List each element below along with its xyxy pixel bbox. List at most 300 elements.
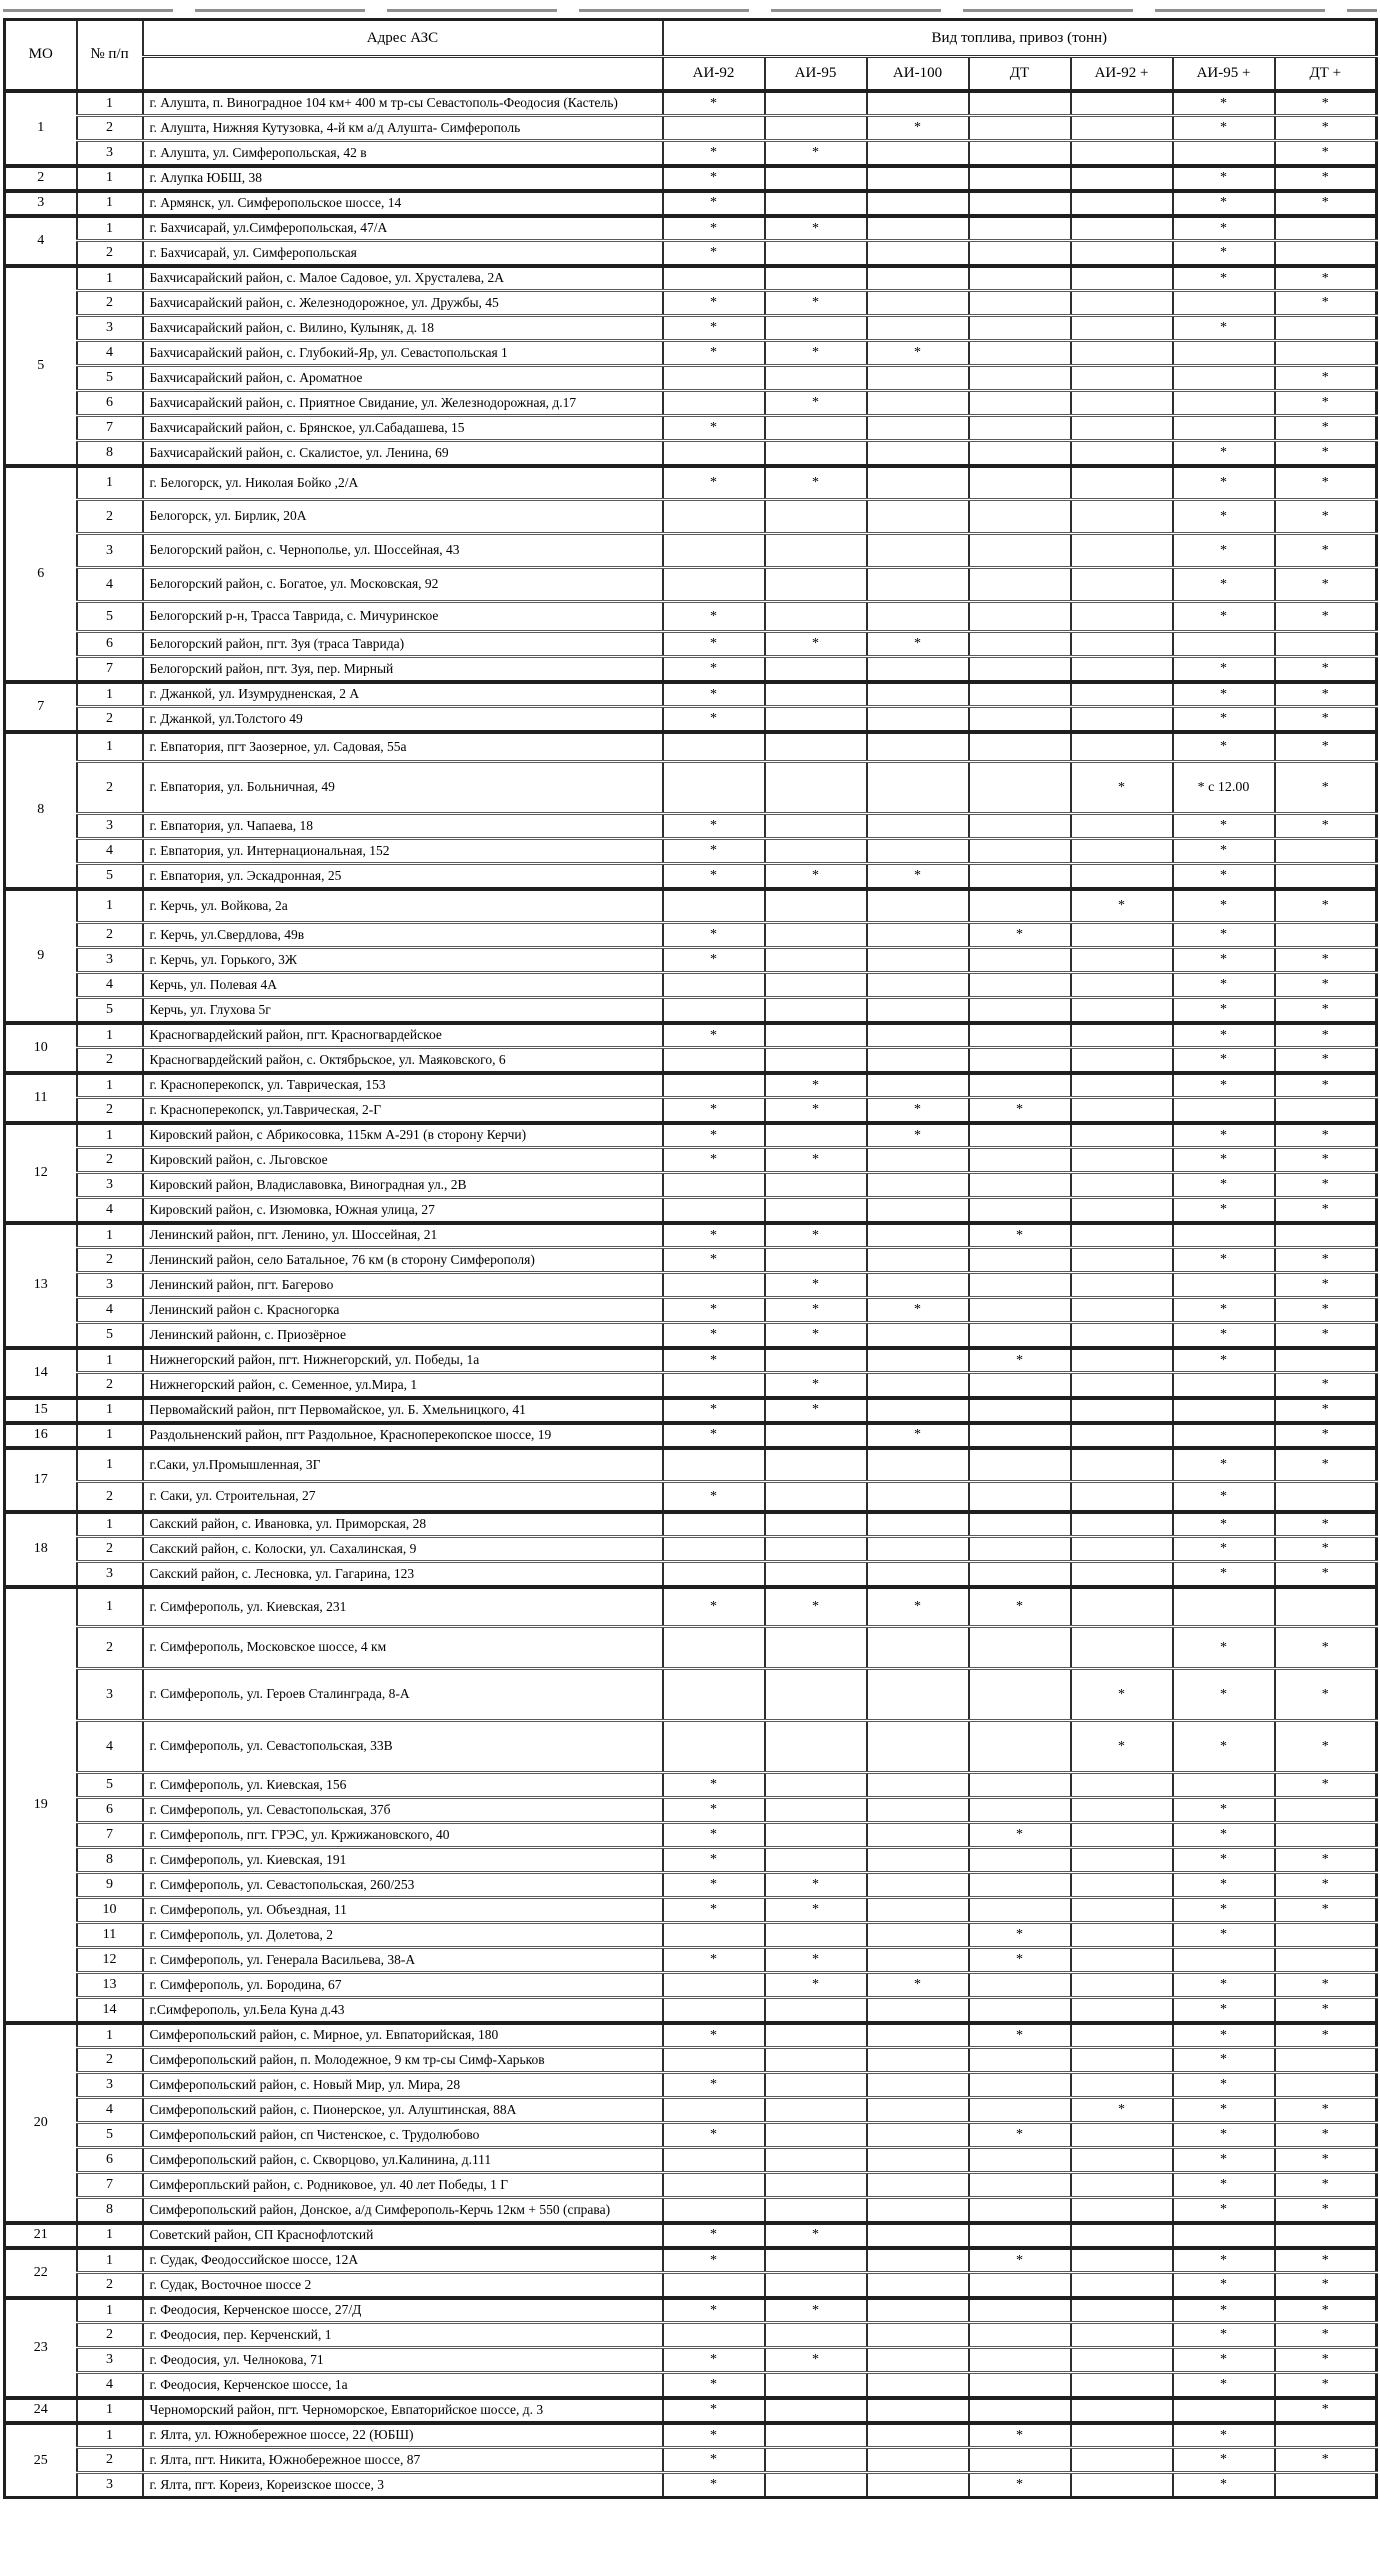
fuel-empty-cell <box>765 2248 867 2273</box>
fuel-empty-cell <box>867 2048 969 2073</box>
fuel-empty-cell <box>765 366 867 391</box>
fuel-empty-cell <box>1071 116 1173 141</box>
fuel-empty-cell <box>969 291 1071 316</box>
fuel-empty-cell <box>765 1627 867 1669</box>
fuel-empty-cell <box>969 241 1071 266</box>
fuel-empty-cell <box>765 1512 867 1537</box>
fuel-empty-cell <box>867 2023 969 2048</box>
address-cell: г. Красноперекопск, ул.Таврическая, 2-Г <box>143 1098 663 1123</box>
address-cell: г. Феодосия, ул. Челнокова, 71 <box>143 2348 663 2373</box>
fuel-empty-cell <box>1071 241 1173 266</box>
fuel-empty-cell <box>969 1798 1071 1823</box>
fuel-empty-cell <box>969 2373 1071 2398</box>
fuel-marker-cell: * <box>765 1587 867 1627</box>
fuel-empty-cell <box>867 973 969 998</box>
fuel-empty-cell <box>1173 1948 1275 1973</box>
station-row <box>5 1669 1377 1721</box>
fuel-empty-cell <box>1071 568 1173 602</box>
address-cell: г. Судак, Феодоссийское шоссе, 12А <box>143 2248 663 2273</box>
fuel-empty-cell <box>1071 2423 1173 2448</box>
fuel-empty-cell <box>969 91 1071 116</box>
fuel-marker-cell: * <box>1275 2123 1377 2148</box>
fuel-marker-cell: * <box>1173 216 1275 241</box>
fuel-marker-cell: * <box>1275 1721 1377 1773</box>
fuel-marker-cell: * <box>1275 2273 1377 2298</box>
fuel-empty-cell <box>969 2173 1071 2198</box>
fuel-empty-cell <box>969 814 1071 839</box>
fuel-marker-cell: * <box>1275 1273 1377 1298</box>
station-row <box>5 814 1377 839</box>
fuel-marker-cell: * <box>867 632 969 657</box>
fuel-empty-cell <box>765 416 867 441</box>
station-row <box>5 762 1377 814</box>
fuel-marker-cell: * <box>1173 1248 1275 1273</box>
fuel-empty-cell <box>663 391 765 416</box>
fuel-marker-cell: * <box>1275 1148 1377 1173</box>
fuel-empty-cell <box>969 2148 1071 2173</box>
header-fuel-col: АИ-92 <box>663 57 765 91</box>
fuel-empty-cell <box>1071 1198 1173 1223</box>
address-cell: г. Судак, Восточное шоссе 2 <box>143 2273 663 2298</box>
mo-cell: 25 <box>5 2423 77 2498</box>
fuel-empty-cell <box>1071 1223 1173 1248</box>
fuel-marker-cell: * <box>867 341 969 366</box>
fuel-empty-cell <box>1173 632 1275 657</box>
fuel-empty-cell <box>1275 1798 1377 1823</box>
station-row <box>5 534 1377 568</box>
mo-cell: 21 <box>5 2223 77 2248</box>
fuel-empty-cell <box>969 1898 1071 1923</box>
fuel-empty-cell <box>867 1562 969 1587</box>
row-number-cell: 5 <box>77 2123 143 2148</box>
fuel-empty-cell <box>1275 864 1377 889</box>
address-cell: Бахчисарайский район, с. Ароматное <box>143 366 663 391</box>
fuel-empty-cell <box>969 191 1071 216</box>
station-row <box>5 1448 1377 1482</box>
fuel-empty-cell <box>1071 1873 1173 1898</box>
address-cell: г. Симферополь, ул. Героев Сталинграда, 8-А <box>143 1669 663 1721</box>
fuel-empty-cell <box>867 1669 969 1721</box>
fuel-empty-cell <box>1275 2223 1377 2248</box>
station-row <box>5 568 1377 602</box>
row-number-cell: 3 <box>77 141 143 166</box>
fuel-marker-cell: * <box>1173 441 1275 466</box>
fuel-empty-cell <box>663 500 765 534</box>
fuel-empty-cell <box>1275 632 1377 657</box>
mo-cell: 20 <box>5 2023 77 2223</box>
fuel-marker-cell: * <box>1275 2173 1377 2198</box>
fuel-marker-cell: * <box>663 466 765 500</box>
fuel-empty-cell <box>1275 2073 1377 2098</box>
fuel-empty-cell <box>765 1669 867 1721</box>
fuel-empty-cell <box>765 839 867 864</box>
fuel-marker-cell: * <box>1173 1627 1275 1669</box>
fuel-marker-cell: * <box>663 1848 765 1873</box>
station-row <box>5 948 1377 973</box>
station-row <box>5 1373 1377 1398</box>
fuel-marker-cell: * <box>1173 466 1275 500</box>
address-cell: Бахчисарайский район, с. Скалистое, ул. Ленина, 69 <box>143 441 663 466</box>
fuel-empty-cell <box>867 291 969 316</box>
fuel-empty-cell <box>1173 416 1275 441</box>
fuel-empty-cell <box>1071 1512 1173 1537</box>
fuel-marker-cell: * <box>765 1948 867 1973</box>
fuel-marker-cell: * <box>663 141 765 166</box>
station-row <box>5 166 1377 191</box>
fuel-empty-cell <box>969 534 1071 568</box>
fuel-marker-cell: * <box>663 2073 765 2098</box>
fuel-empty-cell <box>1071 191 1173 216</box>
row-number-cell: 11 <box>77 1923 143 1948</box>
fuel-marker-cell: * <box>1275 1048 1377 1073</box>
row-number-cell: 2 <box>77 2448 143 2473</box>
address-cell: Кировский район, Владиславовка, Виноградная ул., 2В <box>143 1173 663 1198</box>
fuel-empty-cell <box>663 1273 765 1298</box>
fuel-marker-cell: * <box>1173 500 1275 534</box>
row-number-cell: 2 <box>77 291 143 316</box>
fuel-marker-cell: * <box>1173 1073 1275 1098</box>
fuel-marker-cell: * <box>1173 889 1275 923</box>
station-row <box>5 1482 1377 1512</box>
fuel-empty-cell <box>867 2073 969 2098</box>
row-number-cell: 3 <box>77 1669 143 1721</box>
address-cell: г. Евпатория, ул. Больничная, 49 <box>143 762 663 814</box>
address-cell: Красногвардейский район, пгт. Красногвардейское <box>143 1023 663 1048</box>
fuel-marker-cell: * <box>1173 1721 1275 1773</box>
address-cell: Нижнегорский район, пгт. Нижнегорский, ул. Победы, 1а <box>143 1348 663 1373</box>
row-number-cell: 2 <box>77 1627 143 1669</box>
fuel-marker-cell: * <box>1173 1323 1275 1348</box>
row-number-cell: 1 <box>77 1423 143 1448</box>
fuel-empty-cell <box>1071 1173 1173 1198</box>
station-row <box>5 2148 1377 2173</box>
fuel-empty-cell <box>765 762 867 814</box>
fuel-empty-cell <box>1275 1948 1377 1973</box>
address-cell: г. Евпатория, ул. Эскадронная, 25 <box>143 864 663 889</box>
fuel-marker-cell: * <box>663 2123 765 2148</box>
row-number-cell: 4 <box>77 1721 143 1773</box>
fuel-marker-cell: * <box>1275 141 1377 166</box>
fuel-empty-cell <box>1275 1823 1377 1848</box>
fuel-marker-cell: * <box>663 707 765 732</box>
fuel-empty-cell <box>867 1323 969 1348</box>
fuel-empty-cell <box>765 1537 867 1562</box>
fuel-marker-cell: * <box>663 1398 765 1423</box>
address-cell: Ленинский район, пгт. Багерово <box>143 1273 663 1298</box>
fuel-empty-cell <box>1071 1298 1173 1323</box>
fuel-empty-cell <box>867 1048 969 1073</box>
fuel-marker-cell: * <box>663 2348 765 2373</box>
fuel-empty-cell <box>867 2248 969 2273</box>
row-number-cell: 2 <box>77 2323 143 2348</box>
fuel-empty-cell <box>867 1073 969 1098</box>
station-row <box>5 923 1377 948</box>
station-row <box>5 2173 1377 2198</box>
station-row <box>5 1173 1377 1198</box>
row-number-cell: 1 <box>77 732 143 762</box>
fuel-marker-cell: * <box>1173 2473 1275 2498</box>
fuel-marker-cell: * <box>1275 1898 1377 1923</box>
station-row <box>5 2248 1377 2273</box>
address-cell: Ленинский район, пгт. Ленино, ул. Шоссейная, 21 <box>143 1223 663 1248</box>
fuel-empty-cell <box>867 2148 969 2173</box>
address-cell: г. Керчь, ул. Горького, 3Ж <box>143 948 663 973</box>
fuel-empty-cell <box>765 707 867 732</box>
fuel-empty-cell <box>1071 2123 1173 2148</box>
fuel-marker-cell: * <box>1275 466 1377 500</box>
station-row <box>5 1873 1377 1898</box>
fuel-marker-cell: * <box>663 2448 765 2473</box>
fuel-empty-cell <box>1071 500 1173 534</box>
fuel-empty-cell <box>867 1721 969 1773</box>
address-cell: Бахчисарайский район, с. Малое Садовое, ул. Хрусталева, 2А <box>143 266 663 291</box>
fuel-empty-cell <box>1173 1398 1275 1423</box>
fuel-empty-cell <box>969 1398 1071 1423</box>
row-number-cell: 2 <box>77 762 143 814</box>
fuel-marker-cell: * <box>765 341 867 366</box>
fuel-marker-cell: * <box>1071 1669 1173 1721</box>
fuel-empty-cell <box>1071 1923 1173 1948</box>
fuel-empty-cell <box>765 2123 867 2148</box>
row-number-cell: 3 <box>77 948 143 973</box>
fuel-marker-cell: * <box>1275 948 1377 973</box>
fuel-marker-cell: * <box>1275 1123 1377 1148</box>
fuel-marker-cell: * <box>663 216 765 241</box>
address-cell: г. Симферополь, ул. Киевская, 156 <box>143 1773 663 1798</box>
fuel-empty-cell <box>663 973 765 998</box>
station-row <box>5 2223 1377 2248</box>
fuel-empty-cell <box>867 216 969 241</box>
fuel-marker-cell: * <box>1173 191 1275 216</box>
fuel-empty-cell <box>765 568 867 602</box>
fuel-empty-cell <box>867 602 969 632</box>
station-row <box>5 2423 1377 2448</box>
fuel-empty-cell <box>969 839 1071 864</box>
row-number-cell: 1 <box>77 1223 143 1248</box>
fuel-marker-cell: * <box>1275 2248 1377 2273</box>
fuel-empty-cell <box>663 2198 765 2223</box>
row-number-cell: 3 <box>77 316 143 341</box>
row-number-cell: 8 <box>77 2198 143 2223</box>
fuel-empty-cell <box>969 1773 1071 1798</box>
row-number-cell: 6 <box>77 1798 143 1823</box>
fuel-marker-cell: * <box>1173 2173 1275 2198</box>
fuel-marker-cell: * <box>1173 1998 1275 2023</box>
address-cell: г. Алушта, ул. Симферопольская, 42 в <box>143 141 663 166</box>
row-number-cell: 5 <box>77 1323 143 1348</box>
fuel-empty-cell <box>765 2098 867 2123</box>
fuel-empty-cell <box>1071 91 1173 116</box>
row-number-cell: 7 <box>77 1823 143 1848</box>
fuel-empty-cell <box>1275 2473 1377 2498</box>
row-number-cell: 1 <box>77 1398 143 1423</box>
fuel-marker-cell: * <box>1275 2323 1377 2348</box>
fuel-empty-cell <box>1071 1562 1173 1587</box>
fuel-empty-cell <box>867 2423 969 2448</box>
fuel-empty-cell <box>969 1448 1071 1482</box>
row-number-cell: 5 <box>77 602 143 632</box>
fuel-marker-cell: * <box>1173 602 1275 632</box>
fuel-empty-cell <box>765 191 867 216</box>
fuel-marker-cell: * <box>1275 2298 1377 2323</box>
fuel-empty-cell <box>663 1627 765 1669</box>
fuel-marker-cell: * <box>1275 1248 1377 1273</box>
fuel-empty-cell <box>867 2173 969 2198</box>
fuel-empty-cell <box>1071 1898 1173 1923</box>
fuel-empty-cell <box>867 1248 969 1273</box>
fuel-marker-cell: * <box>1275 191 1377 216</box>
row-number-cell: 1 <box>77 466 143 500</box>
fuel-marker-cell: * <box>1173 241 1275 266</box>
fuel-empty-cell <box>969 1273 1071 1298</box>
fuel-marker-cell: * <box>663 316 765 341</box>
fuel-marker-cell: * <box>1173 1823 1275 1848</box>
station-row <box>5 341 1377 366</box>
fuel-empty-cell <box>765 116 867 141</box>
fuel-empty-cell <box>1173 291 1275 316</box>
mo-cell: 24 <box>5 2398 77 2423</box>
fuel-empty-cell <box>969 316 1071 341</box>
row-number-cell: 5 <box>77 366 143 391</box>
fuel-empty-cell <box>969 1627 1071 1669</box>
row-number-cell: 1 <box>77 682 143 707</box>
fuel-empty-cell <box>969 166 1071 191</box>
mo-cell: 8 <box>5 732 77 889</box>
fuel-marker-cell: * <box>1275 1198 1377 1223</box>
fuel-empty-cell <box>969 1173 1071 1198</box>
fuel-empty-cell <box>765 1048 867 1073</box>
station-row <box>5 839 1377 864</box>
fuel-empty-cell <box>969 466 1071 500</box>
fuel-marker-cell: * <box>1173 2098 1275 2123</box>
fuel-empty-cell <box>765 2423 867 2448</box>
fuel-empty-cell <box>1071 1348 1173 1373</box>
fuel-empty-cell <box>969 366 1071 391</box>
fuel-empty-cell <box>969 948 1071 973</box>
fuel-empty-cell <box>1275 316 1377 341</box>
fuel-empty-cell <box>1071 416 1173 441</box>
fuel-empty-cell <box>969 141 1071 166</box>
fuel-empty-cell <box>663 568 765 602</box>
station-row <box>5 682 1377 707</box>
fuel-marker-cell: * <box>1173 1798 1275 1823</box>
fuel-marker-cell: * <box>1275 2448 1377 2473</box>
mo-cell: 10 <box>5 1023 77 1073</box>
address-cell: г. Симферополь, ул. Киевская, 191 <box>143 1848 663 1873</box>
address-cell: Бахчисарайский район, с. Вилино, Кулыняк, д. 18 <box>143 316 663 341</box>
fuel-empty-cell <box>765 2148 867 2173</box>
fuel-empty-cell <box>663 1448 765 1482</box>
fuel-empty-cell <box>867 1627 969 1669</box>
address-cell: г. Красноперекопск, ул. Таврическая, 153 <box>143 1073 663 1098</box>
row-number-cell: 5 <box>77 998 143 1023</box>
fuel-empty-cell <box>765 1721 867 1773</box>
fuel-empty-cell <box>765 1023 867 1048</box>
header-num: № п/п <box>77 20 143 91</box>
fuel-marker-cell: * <box>1173 2198 1275 2223</box>
fuel-marker-cell: * <box>1275 2348 1377 2373</box>
station-row <box>5 1023 1377 1048</box>
row-number-cell: 1 <box>77 2248 143 2273</box>
fuel-empty-cell <box>765 657 867 682</box>
fuel-empty-cell <box>867 1823 969 1848</box>
station-row <box>5 1823 1377 1848</box>
fuel-marker-cell: * <box>663 1148 765 1173</box>
row-number-cell: 1 <box>77 1448 143 1482</box>
fuel-marker-cell: * <box>969 1923 1071 1948</box>
station-row <box>5 2323 1377 2348</box>
fuel-marker-cell: * <box>1173 1173 1275 1198</box>
station-row <box>5 1148 1377 1173</box>
fuel-empty-cell <box>765 1773 867 1798</box>
address-cell: г. Джанкой, ул. Изумрудненская, 2 А <box>143 682 663 707</box>
fuel-marker-cell: * <box>1275 116 1377 141</box>
mo-cell: 12 <box>5 1123 77 1223</box>
fuel-empty-cell <box>1071 1627 1173 1669</box>
fuel-marker-cell: * <box>867 1973 969 1998</box>
address-cell: Бахчисарайский район, с. Приятное Свидание, ул. Железнодорожная, д.17 <box>143 391 663 416</box>
fuel-marker-cell: * <box>1173 2273 1275 2298</box>
fuel-marker-cell: * <box>765 2298 867 2323</box>
fuel-empty-cell <box>867 2473 969 2498</box>
fuel-marker-cell: * <box>1173 1023 1275 1048</box>
station-row <box>5 1587 1377 1627</box>
fuel-empty-cell <box>969 1123 1071 1148</box>
address-cell: г. Симферополь, ул. Севастопольская, 260/253 <box>143 1873 663 1898</box>
fuel-empty-cell <box>969 500 1071 534</box>
fuel-empty-cell <box>1173 2223 1275 2248</box>
fuel-empty-cell <box>969 2348 1071 2373</box>
fuel-marker-cell: * <box>765 1873 867 1898</box>
fuel-empty-cell <box>867 1398 969 1423</box>
fuel-empty-cell <box>867 2348 969 2373</box>
fuel-marker-cell: * <box>1275 500 1377 534</box>
fuel-empty-cell <box>765 1482 867 1512</box>
mo-cell: 23 <box>5 2298 77 2398</box>
fuel-empty-cell <box>765 814 867 839</box>
fuel-empty-cell <box>969 341 1071 366</box>
fuel-empty-cell <box>969 1562 1071 1587</box>
fuel-empty-cell <box>1071 1023 1173 1048</box>
fuel-empty-cell <box>867 416 969 441</box>
mo-cell: 3 <box>5 191 77 216</box>
fuel-empty-cell <box>1173 141 1275 166</box>
fuel-empty-cell <box>867 466 969 500</box>
fuel-marker-cell: * <box>1173 1669 1275 1721</box>
address-cell: г. Армянск, ул. Симферопольское шоссе, 14 <box>143 191 663 216</box>
fuel-marker-cell: * <box>663 1773 765 1798</box>
station-row <box>5 266 1377 291</box>
address-cell: г. Симферополь, ул. Киевская, 231 <box>143 1587 663 1627</box>
address-cell: г. Бахчисарай, ул.Симферопольская, 47/А <box>143 216 663 241</box>
fuel-empty-cell <box>1275 2048 1377 2073</box>
address-cell: Белогорский р-н, Трасса Таврида, с. Мичуринское <box>143 602 663 632</box>
fuel-empty-cell <box>867 762 969 814</box>
row-number-cell: 13 <box>77 1973 143 1998</box>
address-cell: г. Белогорск, ул. Николая Бойко ,2/А <box>143 466 663 500</box>
fuel-marker-cell: * <box>1173 1298 1275 1323</box>
row-number-cell: 2 <box>77 1148 143 1173</box>
station-row <box>5 2098 1377 2123</box>
fuel-empty-cell <box>1071 707 1173 732</box>
fuel-empty-cell <box>969 116 1071 141</box>
fuel-empty-cell <box>663 366 765 391</box>
station-row <box>5 1721 1377 1773</box>
fuel-marker-cell: * <box>1173 568 1275 602</box>
fuel-empty-cell <box>765 2373 867 2398</box>
station-row <box>5 416 1377 441</box>
station-row <box>5 1848 1377 1873</box>
